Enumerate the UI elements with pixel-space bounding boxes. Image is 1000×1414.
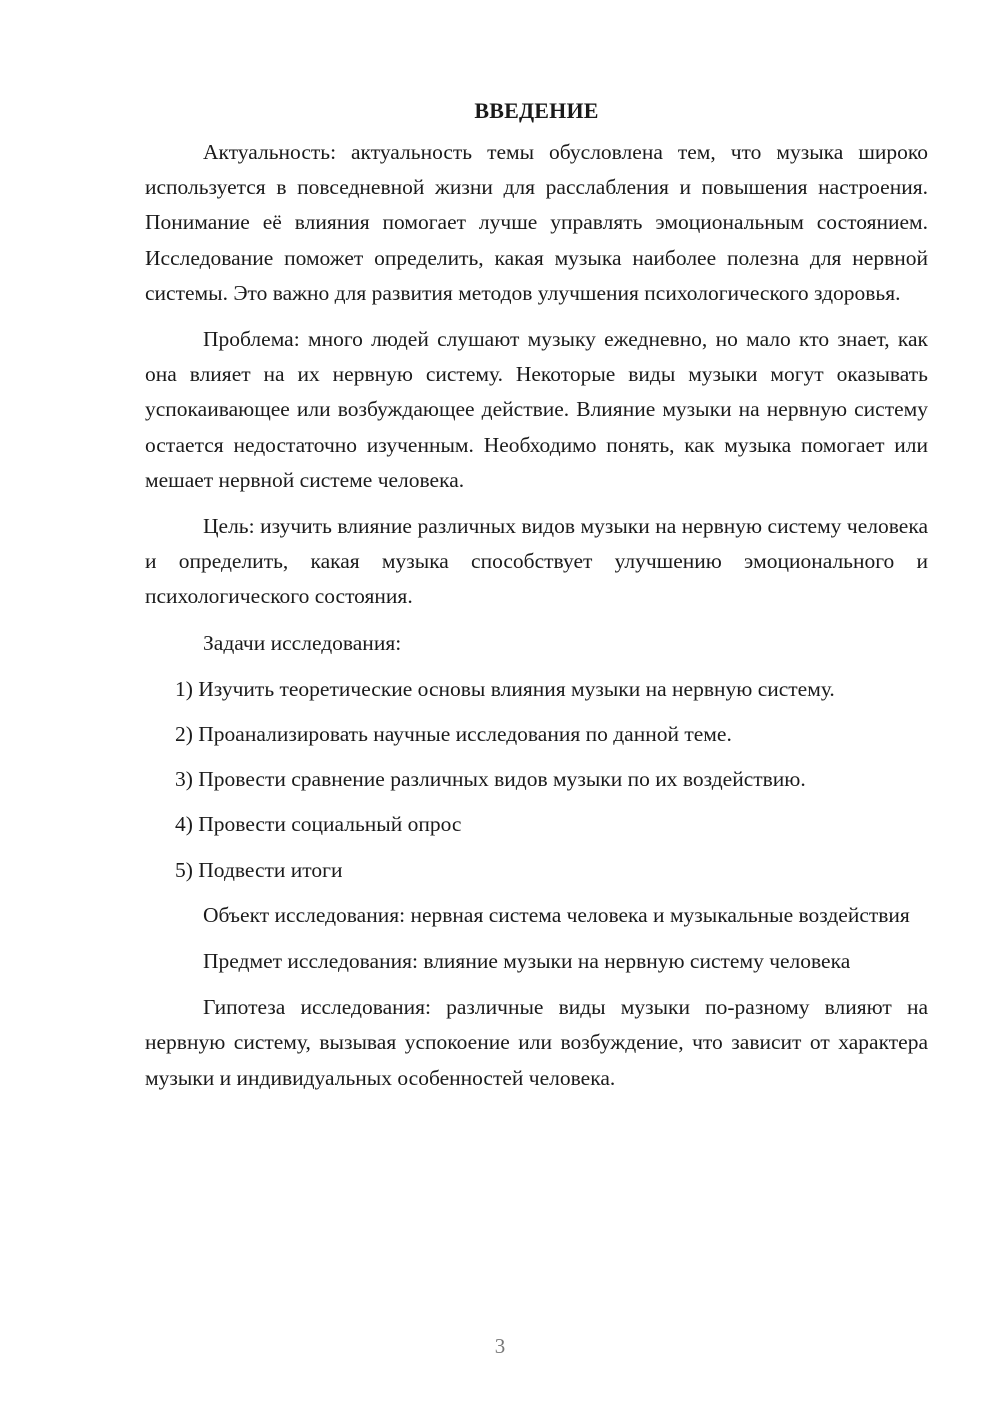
- subject-paragraph: Предмет исследования: влияние музыки на нервную систему человека: [203, 949, 851, 974]
- section-title: ВВЕДЕНИЕ: [474, 98, 599, 123]
- relevance-paragraph: Актуальность: актуальность темы обусловлена тем, что музыка широко используется в повседневной жизни для расслабления и повышения настроения. Понимание её влияния помогает лучше управлять эмоциональным состоянием. Исследование поможет определить, какая музыка наиболее полезна для нервной системы. Это важно для развития методов улучшения психологического здоровья.: [145, 140, 928, 305]
- problem-paragraph: Проблема: много людей слушают музыку ежедневно, но мало кто знает, как она влияет на их нервную систему. Некоторые виды музыки могут оказывать успокаивающее или возбуждающее действие. Влияние музыки на нервную систему остается недостаточно изученным. Необходимо понять, как музыка помогает или мешает нервной системе человека.: [145, 327, 928, 492]
- task-item-4: 4) Провести социальный опрос: [175, 812, 462, 837]
- page-number: 3: [494, 1334, 506, 1358]
- task-item-2: 2) Проанализировать научные исследования по данной теме.: [175, 722, 732, 747]
- task-item-1: 1) Изучить теоретические основы влияния музыки на нервную систему.: [175, 676, 835, 701]
- hypothesis-paragraph: Гипотеза исследования: различные виды музыки по-разному влияют на нервную систему, вызывая успокоение или возбуждение, что зависит от характера музыки и индивидуальных особенностей человека.: [145, 995, 928, 1090]
- document-page: [145, 96, 928, 1107]
- task-item-3: 3) Провести сравнение различных видов музыки по их воздействию.: [175, 767, 806, 792]
- goal-paragraph: Цель: изучить влияние различных видов музыки на нервную систему человека и определить, какая музыка способствует улучшению эмоционального и психологического состояния.: [145, 514, 928, 609]
- task-item-5: 5) Подвести итоги: [175, 857, 343, 882]
- object-paragraph: Объект исследования: нервная система человека и музыкальные воздействия: [203, 902, 910, 927]
- tasks-heading: Задачи исследования:: [203, 630, 402, 655]
